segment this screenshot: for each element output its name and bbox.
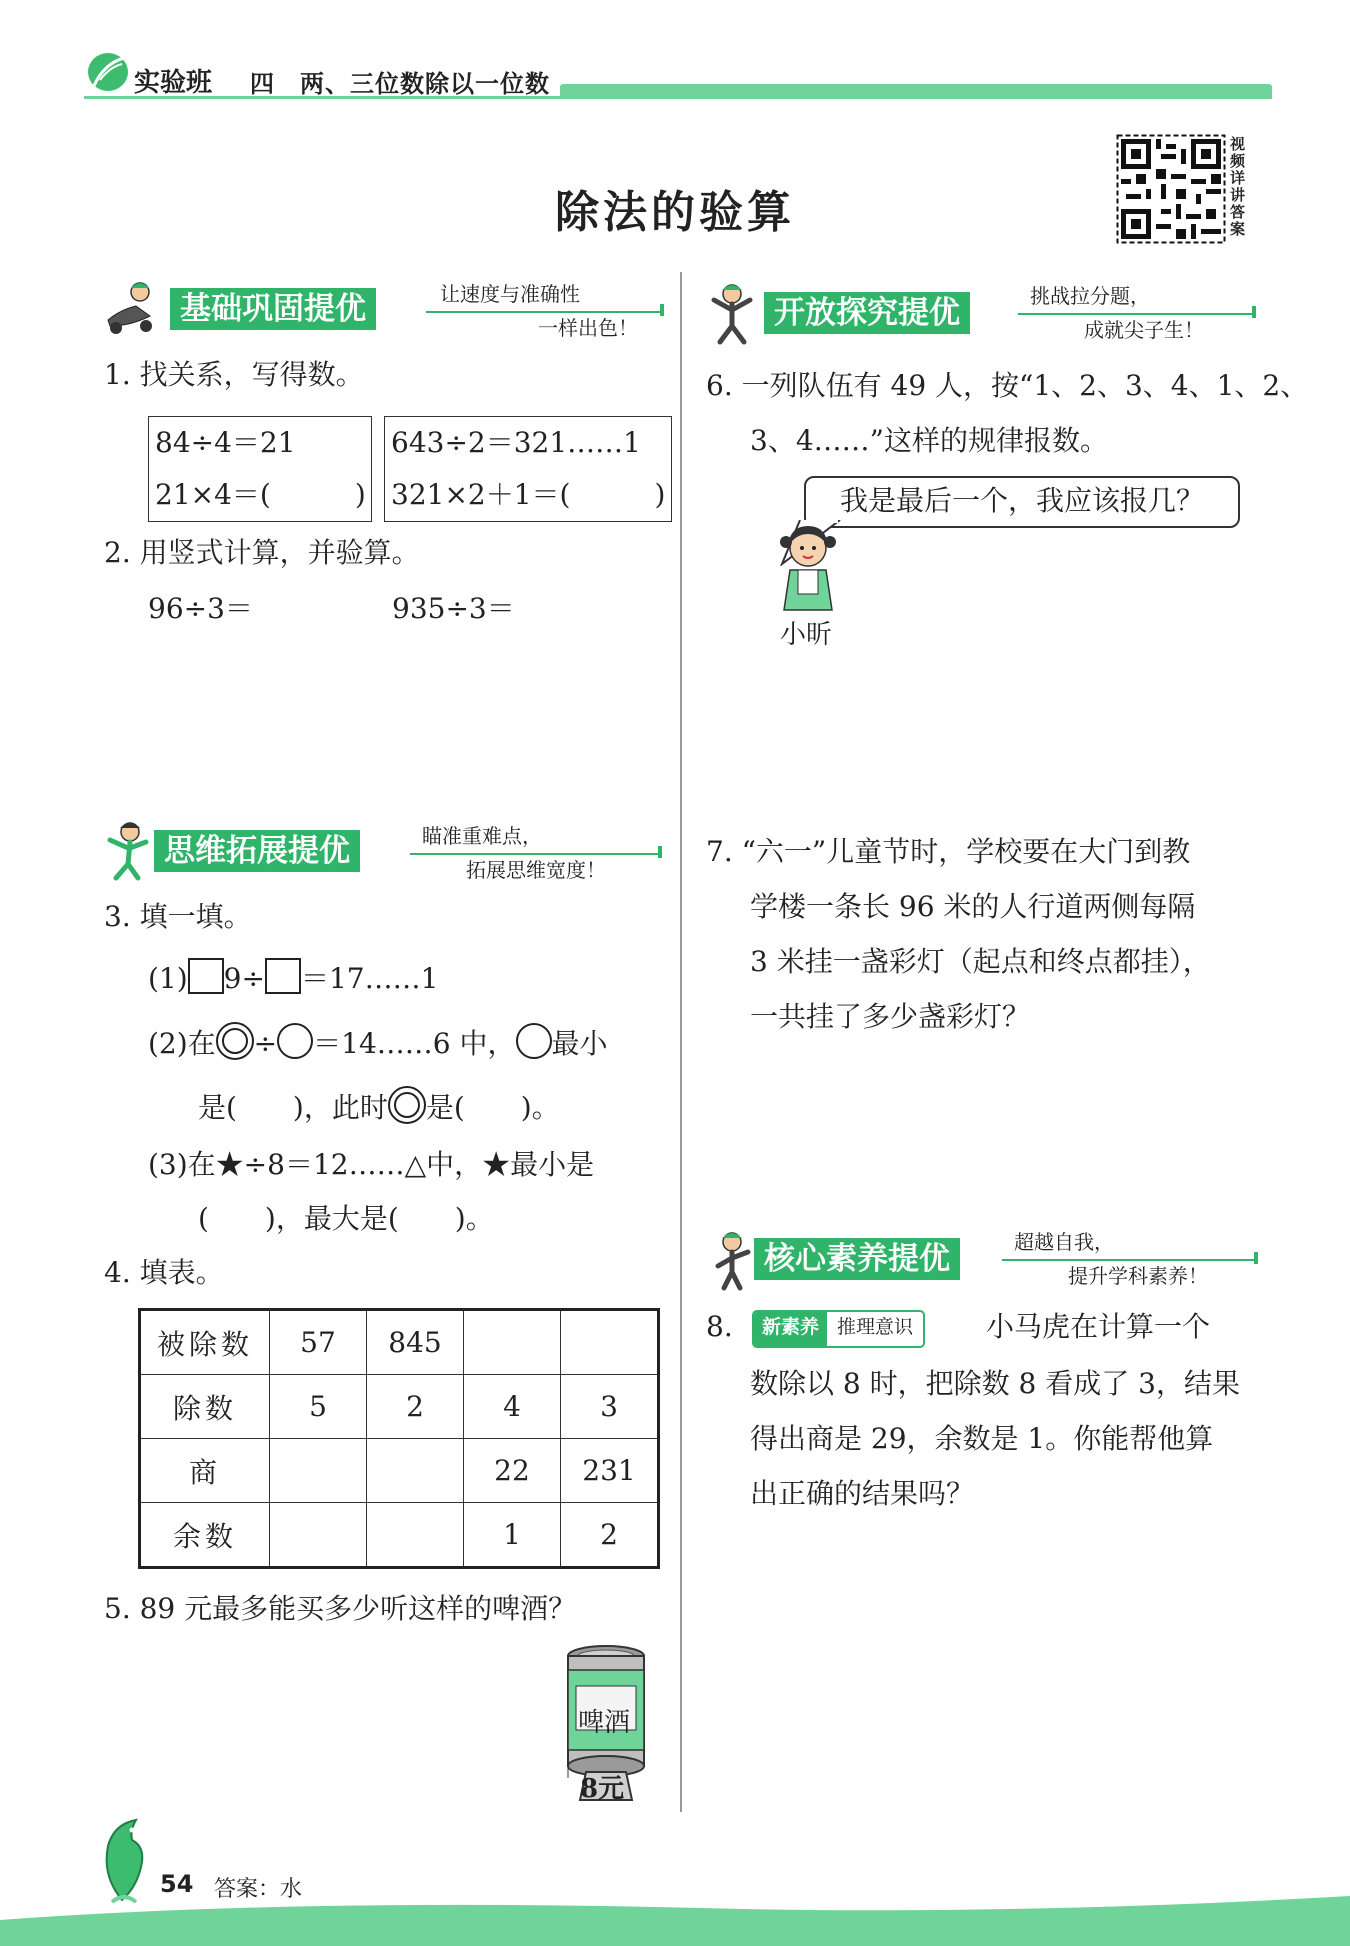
- table-row-header: 被除数: [140, 1310, 270, 1375]
- table-cell[interactable]: [367, 1439, 464, 1503]
- column-divider: [680, 272, 682, 1812]
- q4-stem: 4. 填表。: [104, 1256, 224, 1289]
- section-title-thinking: 思维拓展提优: [154, 830, 360, 872]
- q8-tag-secondary: 推理意识: [837, 1316, 914, 1338]
- section-slogan-core-1: 超越自我，: [1014, 1230, 1114, 1254]
- q3-p2-c: ＝14……6 中，: [313, 1027, 516, 1060]
- q8-tag-primary: 新素养: [754, 1312, 827, 1346]
- table-row-header: 商: [140, 1439, 270, 1503]
- q8-line-3: 得出商是 29，余数是 1。你能帮他算: [750, 1422, 1214, 1455]
- section-slogan-core-2: 提升学科素养！: [1068, 1264, 1208, 1288]
- q6-line-2: 3、4……”这样的规律报数。: [750, 424, 1108, 457]
- table-row-header: 除数: [140, 1375, 270, 1439]
- table-row: [140, 1503, 659, 1568]
- q2-expr-2: 935÷3＝: [392, 592, 515, 625]
- q7-line-4: 一共挂了多少盏彩灯？: [750, 1000, 1031, 1033]
- section-title-core: 核心素养提优: [754, 1238, 960, 1280]
- beer-can-label: 啤酒: [578, 1708, 631, 1738]
- answer-note: 答案：水: [214, 1877, 303, 1902]
- table-cell: 845: [367, 1310, 464, 1375]
- q5-stem: 5. 89 元最多能买多少听这样的啤酒？: [104, 1592, 577, 1625]
- qr-code-icon[interactable]: [1116, 134, 1226, 244]
- q1-stem: 1. 找关系，写得数。: [104, 358, 364, 391]
- table-cell: 231: [561, 1439, 659, 1503]
- section-slogan-basic-1: 让速度与准确性: [440, 282, 580, 306]
- table-cell[interactable]: [464, 1310, 561, 1375]
- table-row: [140, 1439, 659, 1503]
- table-cell[interactable]: [561, 1310, 659, 1375]
- blank-square[interactable]: [188, 958, 224, 994]
- q3-p2-b: ÷: [253, 1027, 278, 1060]
- section-slogan-thinking-2: 拓展思维宽度！: [466, 858, 606, 882]
- section-slogan-open-1: 挑战拉分题，: [1030, 284, 1150, 308]
- q3-part-1: [148, 958, 438, 996]
- section-banner-basic: [100, 276, 660, 342]
- section-banner-core: [702, 1226, 1262, 1292]
- q2-work-area[interactable]: [140, 640, 660, 790]
- table-cell[interactable]: [270, 1439, 367, 1503]
- section-pin: [1252, 306, 1256, 318]
- q2-stem: 2. 用竖式计算，并验算。: [104, 536, 420, 569]
- table-cell: 57: [270, 1310, 367, 1375]
- explorer-figure-icon: [700, 280, 764, 346]
- unit-title: 四 两、三位数除以一位数: [250, 70, 550, 98]
- section-pin: [658, 846, 662, 858]
- girl-name: 小昕: [780, 620, 833, 650]
- page-title: 除法的验算: [555, 187, 795, 238]
- blank-square[interactable]: [265, 958, 301, 994]
- q3-p1-a: 9÷: [223, 962, 265, 995]
- q7-line-2: 学楼一条长 96 米的人行道两侧每隔: [750, 890, 1196, 923]
- section-title-basic: 基础巩固提优: [170, 288, 376, 330]
- q7-line-1: 7. “六一”儿童节时，学校要在大门到教: [706, 835, 1191, 868]
- circle-icon: [516, 1023, 552, 1059]
- q3-p2-d: 最小: [551, 1027, 608, 1060]
- q1-box-1: [148, 416, 372, 522]
- section-underline: [1002, 1259, 1258, 1261]
- section-banner-open: [700, 280, 1260, 346]
- beer-price: 8元: [580, 1774, 625, 1804]
- q1-box2-line2[interactable]: 321×2＋1＝( ): [391, 478, 666, 511]
- q2-expr-1: 96÷3＝: [148, 592, 253, 625]
- series-name: 实验班: [134, 68, 213, 98]
- q6-text: [706, 358, 1309, 468]
- runner-figure-icon: [100, 276, 164, 342]
- q3-stem: 3. 填一填。: [104, 900, 252, 933]
- q1-box2-line1: 643÷2＝321……1: [391, 426, 641, 459]
- dolphin-icon: [92, 1816, 156, 1906]
- q8-text: [750, 1356, 1270, 1521]
- section-underline: [1018, 313, 1256, 315]
- table-cell: 2: [561, 1503, 659, 1568]
- circle-icon: [277, 1023, 313, 1059]
- q3-part-2: [148, 1022, 608, 1061]
- section-slogan-open-2: 成就尖子生！: [1084, 318, 1204, 342]
- footer-wave: [0, 1890, 1350, 1946]
- q3-part-3-line2[interactable]: ( )，最大是( )。: [198, 1202, 494, 1235]
- q1-box1-line1: 84÷4＝21: [155, 426, 296, 459]
- section-banner-thinking: [102, 818, 662, 884]
- girl-figure-icon: [768, 520, 848, 612]
- q1-box1-line2[interactable]: 21×4＝( ): [155, 478, 366, 511]
- q3-p2-line2a[interactable]: 是( )，此时: [198, 1091, 388, 1124]
- speech-bubble: 我是最后一个，我应该报几？: [804, 476, 1240, 528]
- q3-part-2-line2[interactable]: [198, 1086, 560, 1125]
- q1-box-2: [384, 416, 672, 522]
- q7-text: [706, 824, 1266, 1044]
- q8-number: 8.: [706, 1310, 733, 1343]
- q3-p2-line2b[interactable]: 是( )。: [425, 1091, 560, 1124]
- section-pin: [1254, 1252, 1258, 1264]
- table-cell[interactable]: [270, 1503, 367, 1568]
- table-cell: 3: [561, 1375, 659, 1439]
- page-number: 54: [160, 1870, 194, 1898]
- q3-p1-b: ＝17……1: [300, 962, 439, 995]
- section-slogan-basic-2: 一样出色！: [538, 316, 638, 340]
- q7-line-3: 3 米挂一盏彩灯（起点和终点都挂），: [750, 945, 1211, 978]
- double-circle-icon: [216, 1022, 254, 1060]
- table-cell: 2: [367, 1375, 464, 1439]
- division-table: [138, 1308, 660, 1569]
- section-underline: [426, 311, 664, 313]
- table-row: [140, 1375, 659, 1439]
- table-cell: 4: [464, 1375, 561, 1439]
- q8-line-2: 数除以 8 时，把除数 8 看成了 3，结果: [750, 1367, 1240, 1400]
- table-cell[interactable]: [367, 1503, 464, 1568]
- q8-competency-tag: [752, 1310, 925, 1348]
- table-row-header: 余数: [140, 1503, 270, 1568]
- table-row: [140, 1310, 659, 1375]
- double-circle-icon: [388, 1086, 426, 1124]
- q8-line-4: 出正确的结果吗？: [750, 1477, 975, 1510]
- table-cell: 22: [464, 1439, 561, 1503]
- q3-part-3: (3)在★÷8＝12……△中，★最小是: [148, 1148, 595, 1181]
- q3-p2-a: (2)在: [148, 1027, 216, 1060]
- q3-p1-label: (1): [148, 962, 188, 995]
- table-cell: 5: [270, 1375, 367, 1439]
- q6-line-1: 6. 一列队伍有 49 人，按“1、2、3、4、1、2、: [706, 369, 1309, 402]
- qr-label: 视频详讲答案: [1230, 135, 1246, 238]
- table-cell: 1: [464, 1503, 561, 1568]
- section-title-open: 开放探究提优: [764, 292, 970, 334]
- leaf-logo-icon: [86, 50, 130, 94]
- section-pin: [660, 304, 664, 316]
- section-underline: [410, 853, 662, 855]
- q8-line-1: 小马虎在计算一个: [986, 1310, 1211, 1343]
- section-slogan-thinking-1: 瞄准重难点，: [422, 824, 542, 848]
